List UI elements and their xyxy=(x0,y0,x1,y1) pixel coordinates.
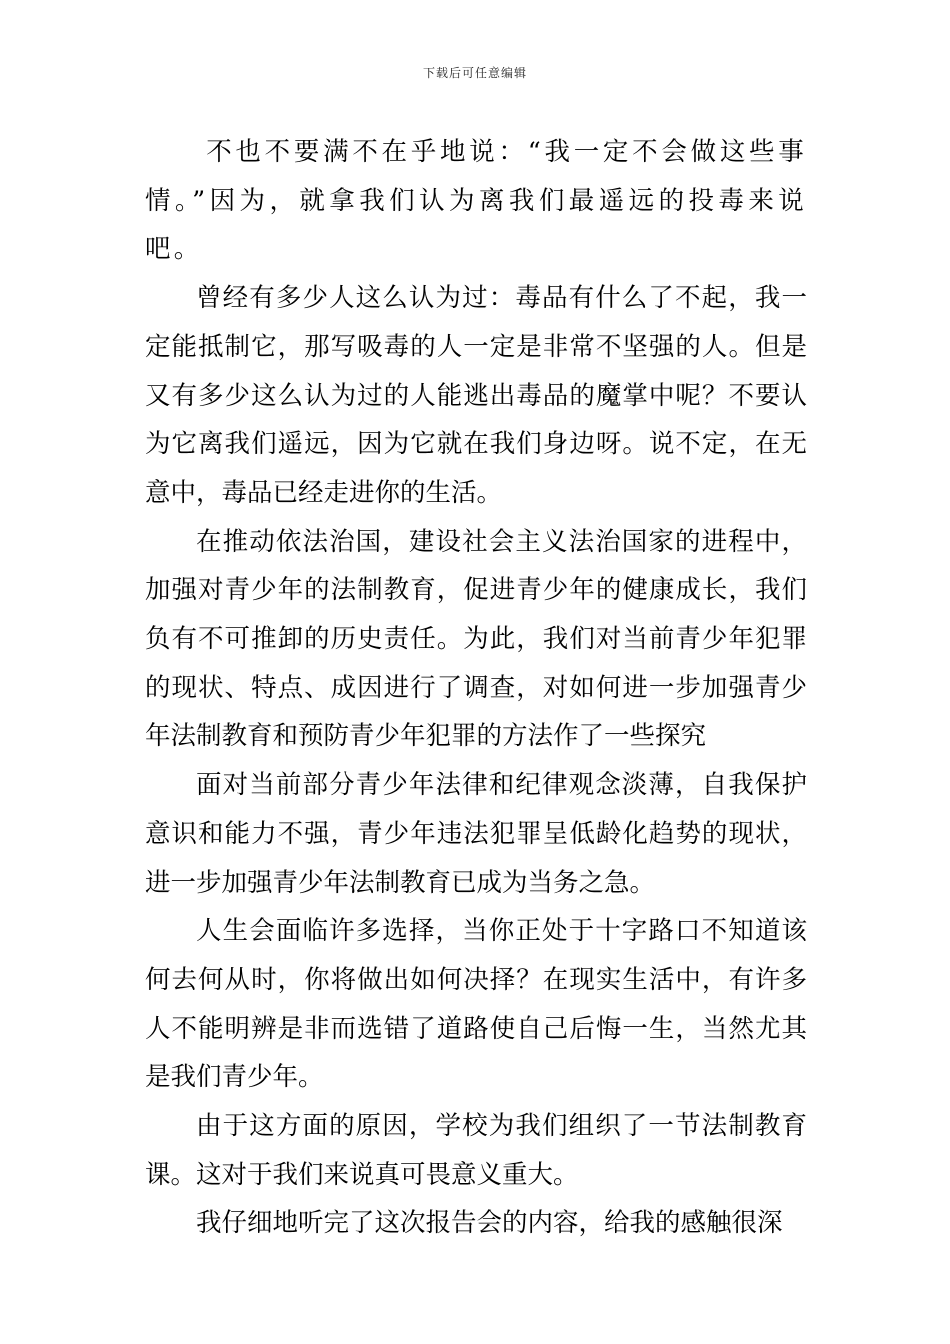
page-header-note: 下载后可任意编辑 xyxy=(422,66,527,80)
paragraph-2: 曾经有多少人这么认为过：毒品有什么了不起，我一定能抵制它，那写吸毒的人一定是非常不坚强的人。但是又有多少这么认为过的人能逃出毒品的魔掌中呢？不要认为它离我们遥远，因为它就在我们身边呀。说不定，在无意中，毒品已经走进你的生活。 xyxy=(145,283,807,508)
paragraph-7: 我仔细地听完了这次报告会的内容，给我的感触很深 xyxy=(196,1208,783,1239)
paragraph-3: 在推动依法治国，建设社会主义法治国家的进程中，加强对青少年的法制教育，促进青少年的健康成长，我们负有不可推卸的历史责任。为此，我们对当前青少年犯罪的现状、特点、成因进行了调查，对如何进一步加强青少年法制教育和预防青少年犯罪的方法作了一些探究 xyxy=(145,526,807,752)
paragraph-6: 由于这方面的原因，学校为我们组织了一节法制教育课。这对于我们来说真可畏意义重大。 xyxy=(145,1111,807,1190)
document-body xyxy=(145,128,807,1248)
paragraph-1: 不也不要满不在乎地说：“我一定不会做这些事情。”因为，就拿我们认为离我们最遥远的投毒来说吧。 xyxy=(145,137,807,265)
paragraph-5: 人生会面临许多选择，当你正处于十字路口不知道该何去何从时，你将做出如何决择？在现实生活中，有许多人不能明辨是非而选错了道路使自己后悔一生，当然尤其是我们青少年。 xyxy=(145,916,807,1093)
paragraph-4: 面对当前部分青少年法律和纪律观念淡薄，自我保护意识和能力不强，青少年违法犯罪呈低龄化趋势的现状，进一步加强青少年法制教育已成为当务之急。 xyxy=(145,770,807,898)
